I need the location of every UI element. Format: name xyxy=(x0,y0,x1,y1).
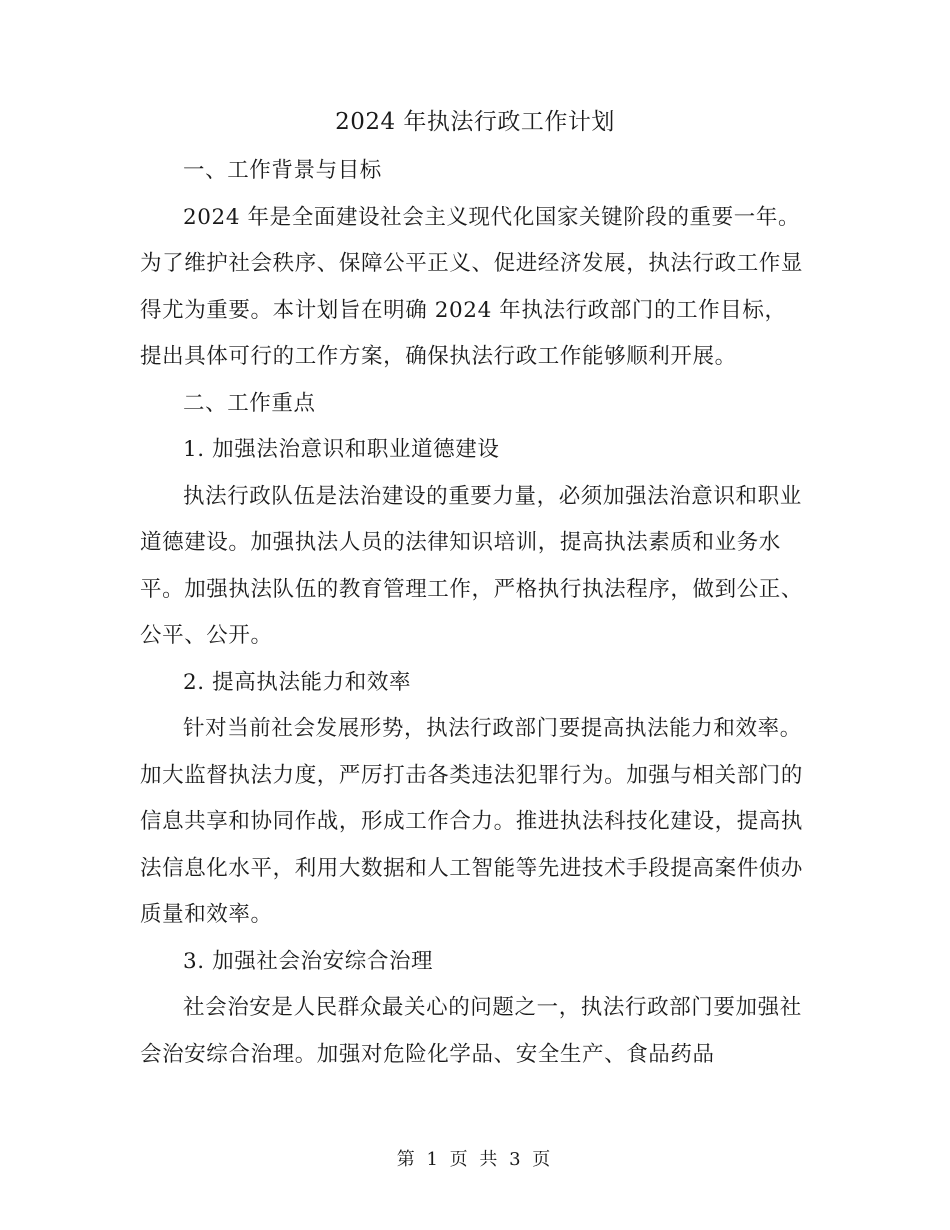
section-heading-focus: 二、工作重点 xyxy=(183,390,316,416)
page-number: 第 1 页 共 3 页 xyxy=(396,1149,554,1170)
document-body xyxy=(140,148,804,1078)
subheading-legal-awareness: 1. 加强法治意识和职业道德建设 xyxy=(183,437,500,462)
section-heading-background: 一、工作背景与目标 xyxy=(183,158,382,183)
document-title: 2024 年执法行政工作计划 xyxy=(335,109,615,135)
subheading-public-security: 3. 加强社会治安综合治理 xyxy=(183,948,434,974)
paragraph-legal-awareness: 执法行政队伍是法治建设的重要力量，必须加强法治意识和职业道德建设。加强执法人员的法律知识培训，提高执法素质和业务水平。加强执法队伍的教育管理工作，严格执行执法程序，做到公正、公平、公开。 xyxy=(140,483,804,648)
paragraph-public-security: 社会治安是人民群众最关心的问题之一，执法行政部门要加强社会治安综合治理。加强对危险化学品、安全生产、食品药品 xyxy=(140,995,802,1067)
subheading-enforcement-capacity: 2. 提高执法能力和效率 xyxy=(183,669,412,695)
paragraph-background: 2024 年是全面建设社会主义现代化国家关键阶段的重要一年。为了维护社会秩序、保障公平正义、促进经济发展，执法行政工作显得尤为重要。本计划旨在明确 2024 年执法行政部门的工作目标，提出具体可行的工作方案，确保执法行政工作能够顺利开展。 xyxy=(140,204,804,369)
paragraph-enforcement-capacity: 针对当前社会发展形势，执法行政部门要提高执法能力和效率。加大监督执法力度，严厉打击各类违法犯罪行为。加强与相关部门的信息共享和协同作战，形成工作合力。推进执法科技化建设，提高执法信息化水平，利用大数据和人工智能等先进技术手段提高案件侦办质量和效率。 xyxy=(140,716,804,927)
